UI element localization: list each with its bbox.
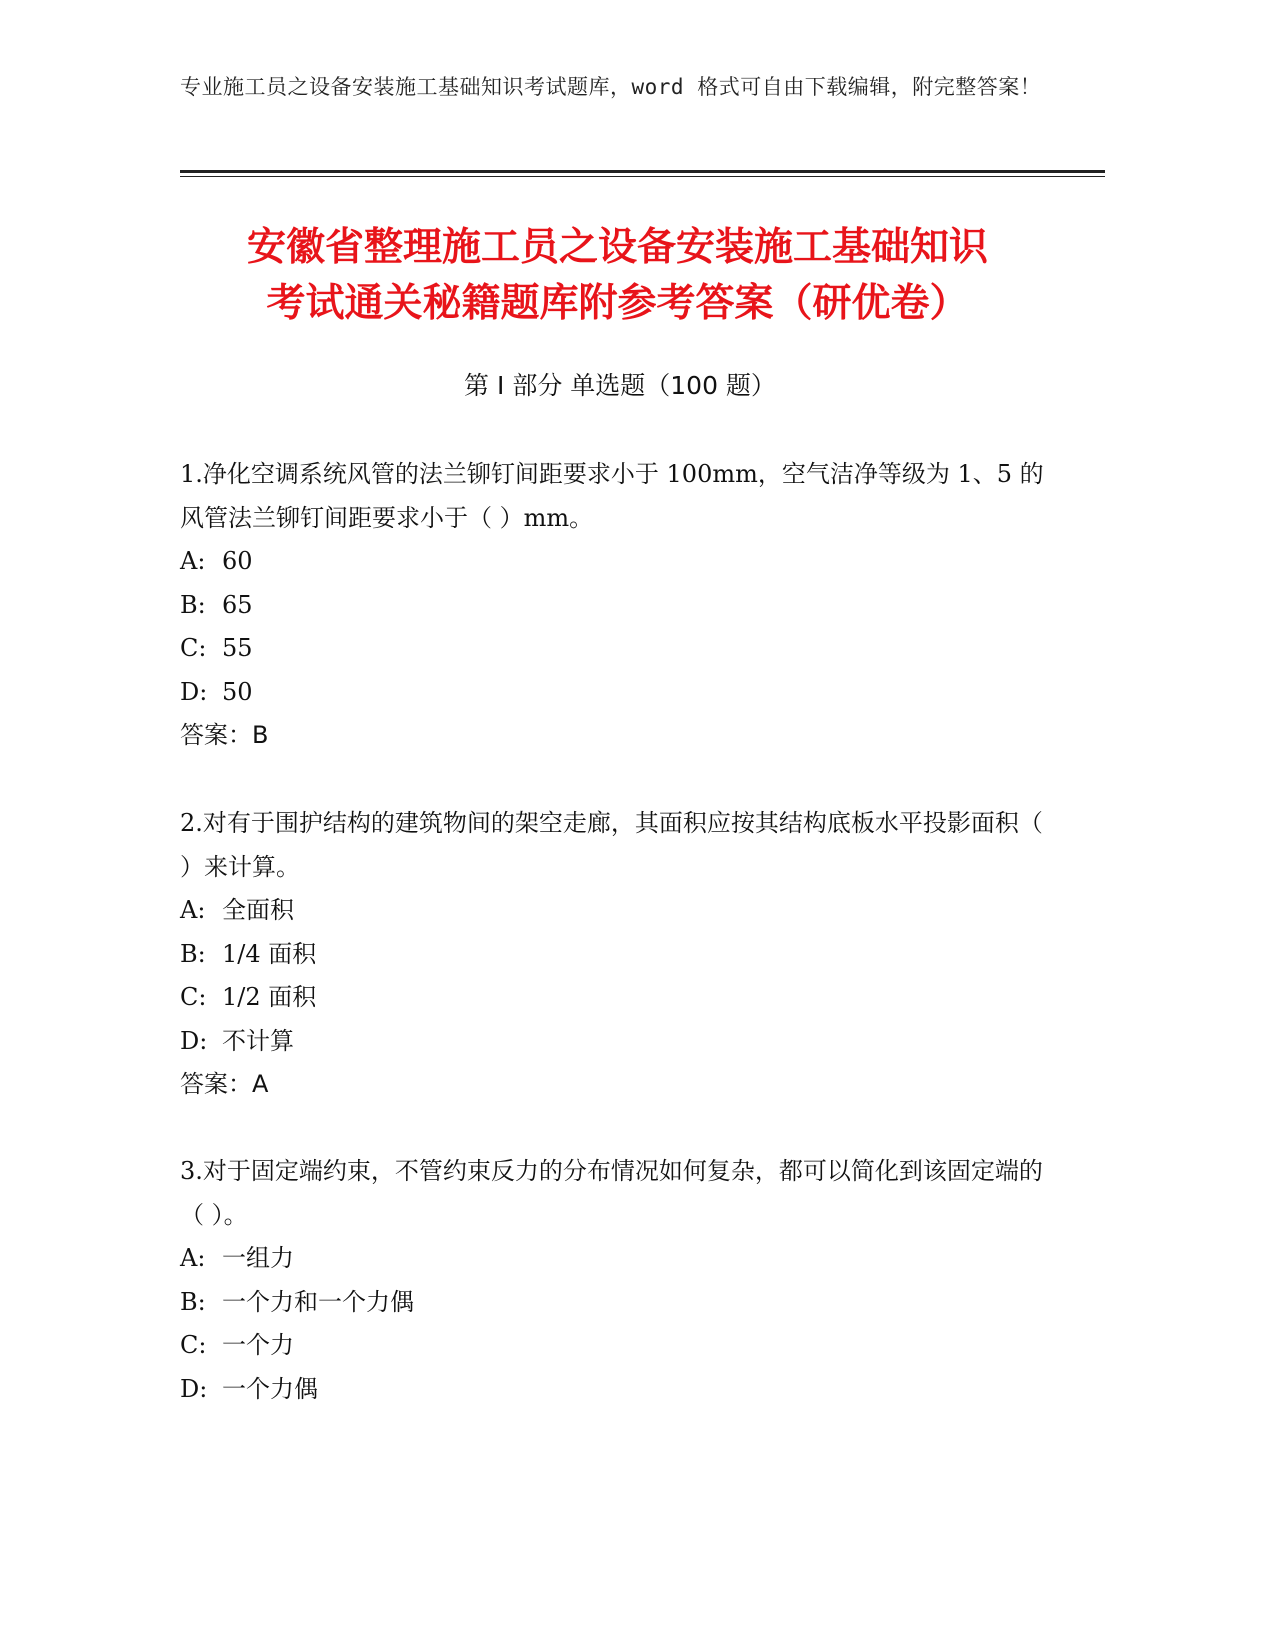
option-text: 65	[222, 590, 253, 619]
answer-line: 答案：A	[180, 1070, 269, 1098]
option-d	[180, 1020, 1060, 1064]
question-1	[180, 452, 1060, 757]
option-letter: C:	[180, 983, 207, 1011]
option-text: 一个力偶	[222, 1374, 318, 1403]
option-text: 1/4 面积	[222, 939, 317, 968]
option-text: 一个力	[222, 1331, 294, 1359]
option-letter: D:	[180, 677, 208, 706]
header-divider-thin	[180, 176, 1105, 177]
option-c	[180, 627, 1060, 671]
header-divider-thick	[180, 170, 1105, 173]
option-d	[180, 671, 1060, 715]
option-letter: C:	[180, 634, 207, 662]
option-letter: B:	[180, 1287, 206, 1316]
option-letter: A:	[180, 547, 206, 575]
option-a	[180, 1237, 1060, 1281]
option-b	[180, 584, 1060, 628]
option-text: 50	[222, 677, 253, 706]
option-c	[180, 976, 1060, 1020]
option-letter: D:	[180, 1374, 208, 1403]
question-stem: 3.对于固定端约束，不管约束反力的分布情况如何复杂，都可以简化到该固定端的（ ）。	[180, 1157, 1043, 1229]
option-text: 一组力	[222, 1244, 294, 1272]
option-a	[180, 889, 1060, 933]
option-b	[180, 933, 1060, 977]
option-letter: A:	[180, 1244, 206, 1272]
document-title-line-1: 安徽省整理施工员之设备安装施工基础知识	[246, 225, 988, 270]
document-title	[150, 220, 1085, 332]
option-text: 全面积	[222, 896, 294, 924]
header-note: 专业施工员之设备安装施工基础知识考试题库，word 格式可自由下载编辑，附完整答案！	[180, 75, 1042, 99]
question-stem: 1.净化空调系统风管的法兰铆钉间距要求小于 100mm，空气洁净等级为 1、5 的风管法兰铆钉间距要求小于（ ）mm。	[180, 460, 1044, 532]
option-letter: B:	[180, 939, 206, 968]
option-b	[180, 1281, 1060, 1325]
option-text: 60	[222, 547, 253, 575]
option-text: 55	[222, 634, 253, 662]
answer-line: 答案：B	[180, 721, 269, 749]
option-a	[180, 540, 1060, 584]
document-title-line-2: 考试通关秘籍题库附参考答案（研优卷）	[266, 281, 969, 326]
option-text: 一个力和一个力偶	[222, 1287, 414, 1316]
option-letter: C:	[180, 1331, 207, 1359]
question-3	[180, 1149, 1060, 1411]
question-stem: 2.对有于围护结构的建筑物间的架空走廊，其面积应按其结构底板水平投影面积（ ）来计算。	[180, 809, 1043, 881]
question-2	[180, 801, 1060, 1106]
option-d	[180, 1368, 1060, 1412]
option-letter: A:	[180, 896, 206, 924]
option-c	[180, 1324, 1060, 1368]
section-heading: 第 I 部分 单选题（100 题）	[464, 371, 776, 400]
option-text: 1/2 面积	[222, 983, 317, 1011]
option-letter: D:	[180, 1026, 208, 1055]
option-letter: B:	[180, 590, 206, 619]
option-text: 不计算	[222, 1026, 294, 1055]
